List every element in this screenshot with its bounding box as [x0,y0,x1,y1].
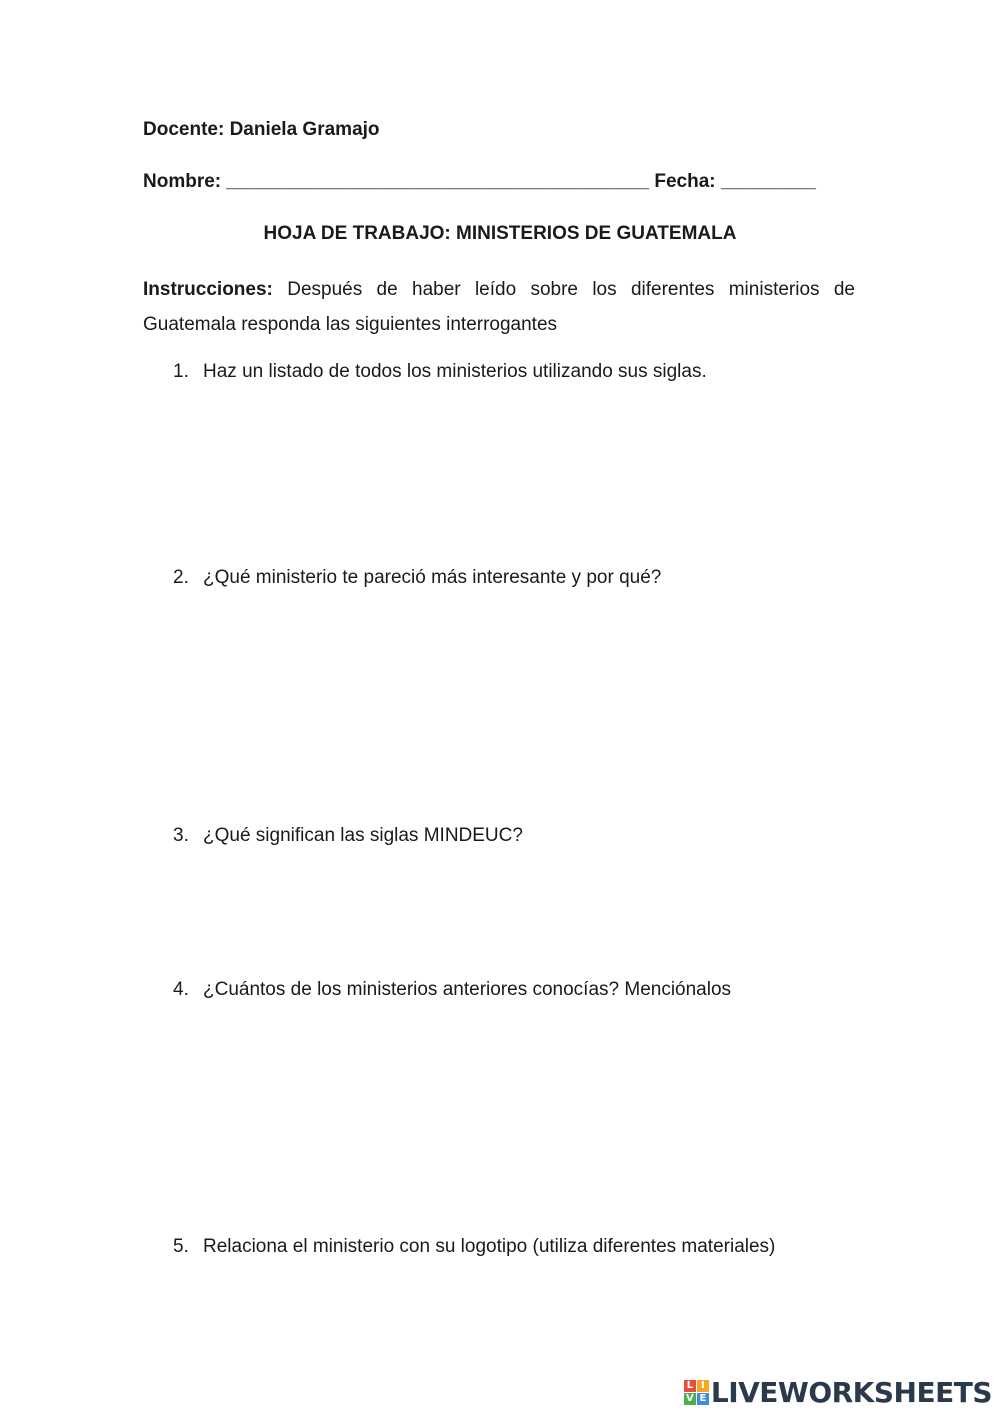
instructions-label: Instrucciones: [143,279,273,300]
question-1 [173,361,707,384]
icon-letter-v: V [684,1393,696,1405]
question-4 [173,979,731,1002]
question-text: ¿Qué significan las siglas MINDEUC? [203,825,523,846]
liveworksheets-logo [684,1377,992,1407]
page-title: HOJA DE TRABAJO: MINISTERIOS DE GUATEMALA [263,223,737,244]
question-number: 3. [173,825,189,846]
liveworksheets-wordmark: LIVEWORKSHEETS [710,1375,992,1409]
question-number: 5. [173,1236,189,1257]
question-text: ¿Qué ministerio te pareció más interesante y por qué? [203,567,662,588]
question-5 [173,1236,775,1259]
icon-letter-i: I [697,1380,709,1392]
instructions-text: Después de haber leído sobre los diferentes ministerios de Guatemala responda las siguientes interrogantes [143,279,855,335]
question-text: Relaciona el ministerio con su logotipo (utiliza diferentes materiales) [203,1236,776,1257]
question-number: 4. [173,979,189,1000]
question-2 [173,567,661,590]
question-text: ¿Cuántos de los ministerios anteriores conocías? Menciónalos [203,979,732,1000]
icon-letter-e: E [697,1393,709,1405]
name-date-line: Nombre: ________________________________________ Fecha: _________ [143,171,816,192]
icon-letter-l: L [684,1380,696,1392]
teacher-line: Docente: Daniela Gramajo [143,119,380,140]
instructions-paragraph [143,272,855,342]
question-3 [173,825,523,848]
question-number: 1. [173,361,189,382]
question-number: 2. [173,567,189,588]
question-text: Haz un listado de todos los ministerios utilizando sus siglas. [203,361,707,382]
liveworksheets-icon [684,1380,709,1405]
